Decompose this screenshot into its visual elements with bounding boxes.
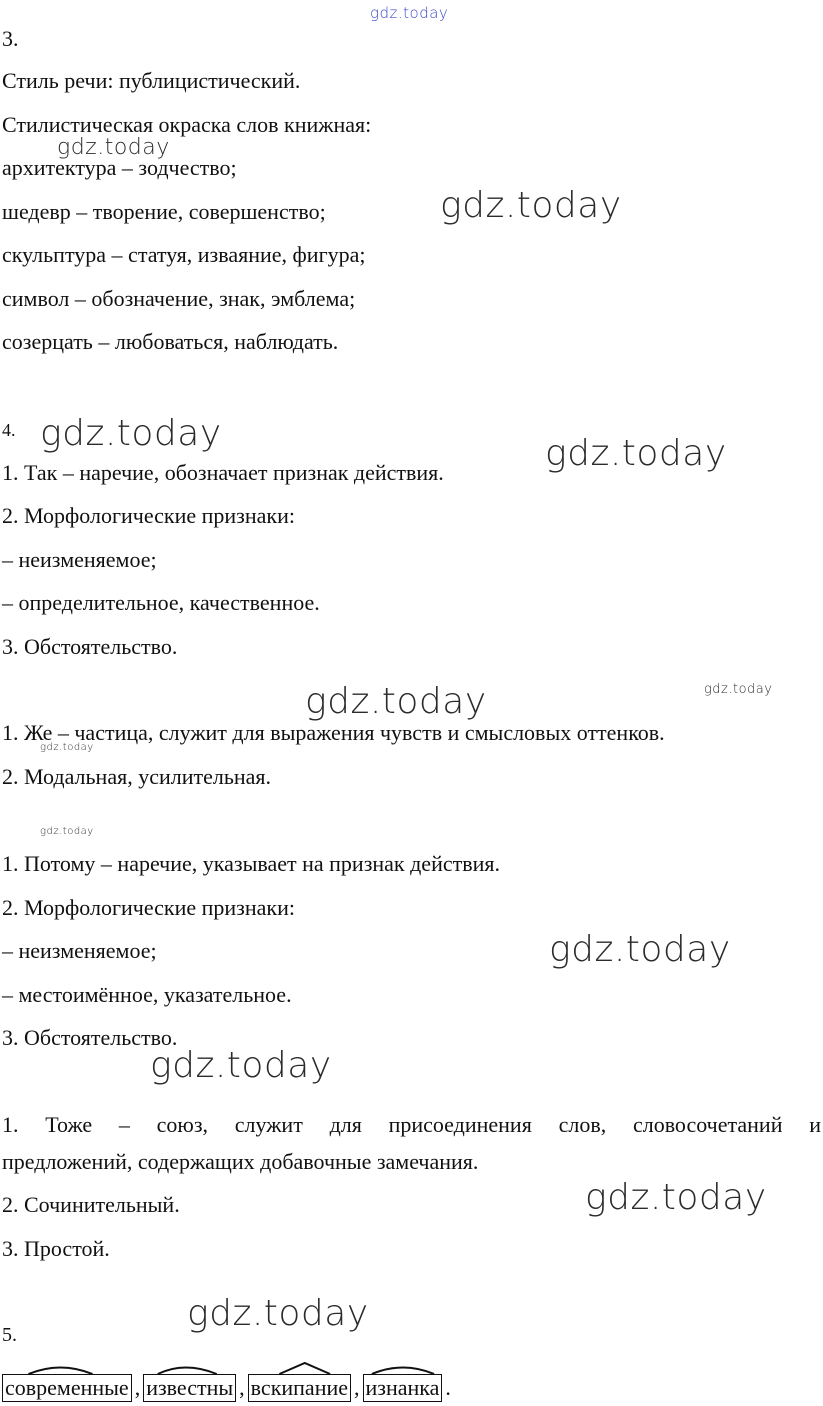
morpheme-analysis-row — [2, 1374, 454, 1404]
analysis-line: 1. Потому – наречие, указывает на признак действия. — [2, 851, 501, 876]
watermark: gdz.today — [545, 433, 727, 474]
analysis-line: 1. Тоже – союз, служит для присоединения слов, словосочетаний и — [2, 1112, 821, 1137]
watermark: gdz.today — [40, 826, 94, 837]
morpheme-word — [143, 1374, 236, 1402]
speech-style: Стиль речи: публицистический. — [2, 68, 301, 93]
root-arc-icon — [364, 1361, 442, 1375]
analysis-line: 2. Морфологические признаки: — [2, 895, 295, 920]
morpheme-word — [248, 1374, 351, 1402]
watermark: gdz.today — [40, 413, 222, 454]
synonym-line: архитектура – зодчество; — [2, 155, 237, 180]
morpheme-word-text: известны — [146, 1375, 234, 1400]
watermark: gdz.today — [150, 1045, 332, 1086]
analysis-line: 2. Сочинительный. — [2, 1192, 180, 1217]
analysis-line: предложений, содержащих добавочные замечания. — [2, 1149, 479, 1174]
root-arc-icon — [249, 1361, 350, 1375]
morpheme-word — [363, 1374, 443, 1402]
analysis-line: 3. Обстоятельство. — [2, 1025, 178, 1050]
analysis-line: 3. Обстоятельство. — [2, 634, 178, 659]
sentence-end: . — [445, 1375, 451, 1400]
morpheme-word-text: современные — [5, 1375, 129, 1400]
root-arc-icon — [3, 1361, 131, 1375]
analysis-line: 1. Так – наречие, обозначает признак действия. — [2, 460, 444, 485]
word-separator: , — [134, 1375, 141, 1400]
task-number-4: 4. — [2, 420, 16, 440]
synonym-line: шедевр – творение, совершенство; — [2, 199, 326, 224]
synonym-line: символ – обозначение, знак, эмблема; — [2, 286, 356, 311]
watermark: gdz.today — [549, 929, 731, 970]
watermark: gdz.today — [585, 1177, 767, 1218]
word-separator: , — [354, 1375, 360, 1400]
watermark: gdz.today — [704, 682, 773, 697]
analysis-line: 1. Же – частица, служит для выражения чувств и смысловых оттенков. — [2, 720, 665, 745]
word-separator: , — [239, 1375, 245, 1400]
analysis-line: – местоимённое, указательное. — [2, 982, 292, 1007]
synonym-line: созерцать – любоваться, наблюдать. — [2, 329, 339, 354]
watermark-top: gdz.today — [370, 4, 449, 22]
morpheme-word-text: изнанка — [365, 1375, 440, 1400]
watermark: gdz.today — [305, 681, 487, 722]
analysis-line: 2. Морфологические признаки: — [2, 503, 295, 528]
morpheme-word — [2, 1374, 132, 1402]
watermark: gdz.today — [40, 742, 94, 753]
stylistic-coloring: Стилистическая окраска слов книжная: — [2, 112, 372, 137]
task-number-5: 5. — [2, 1324, 17, 1346]
synonym-line: скульптура – статуя, изваяние, фигура; — [2, 242, 366, 267]
root-arc-icon — [144, 1361, 235, 1375]
watermark: gdz.today — [187, 1293, 369, 1334]
watermark: gdz.today — [440, 185, 622, 226]
analysis-line: – неизменяемое; — [2, 547, 157, 572]
analysis-line: 3. Простой. — [2, 1236, 110, 1261]
watermark: gdz.today — [57, 135, 170, 160]
analysis-line: – определительное, качественное. — [2, 590, 320, 615]
morpheme-word-text: вскипание — [250, 1375, 349, 1400]
analysis-line: – неизменяемое; — [2, 938, 157, 963]
analysis-line: 2. Модальная, усилительная. — [2, 764, 272, 789]
task-number-3: 3. — [2, 26, 19, 51]
